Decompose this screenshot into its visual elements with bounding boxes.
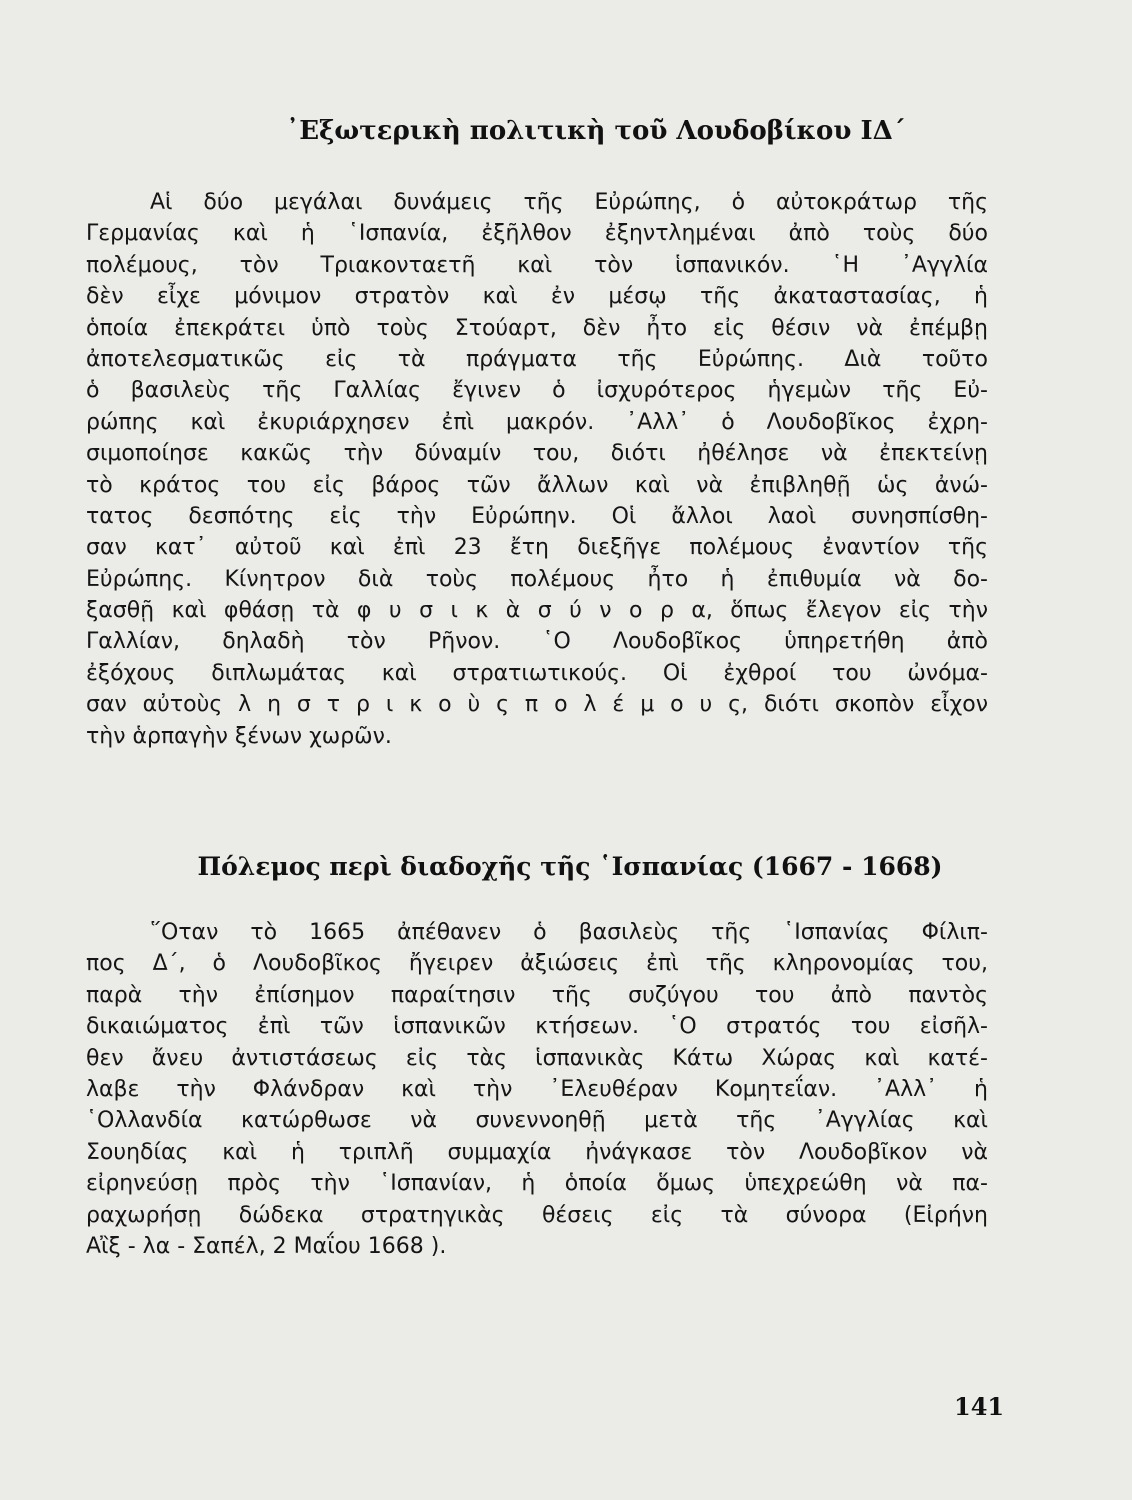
text-line: πολέμους, τὸν Τριακονταετῆ καὶ τὸν ἱσπανικόν. ῾Η ᾿Αγγλία [86, 252, 988, 278]
text-line: τατος δεσπότης εἰς τὴν Εὐρώπην. Οἱ ἄλλοι λαοὶ συνησπίσθη- [86, 503, 988, 529]
text-line: δικαιώματος ἐπὶ τῶν ἱσπανικῶν κτήσεων. ῾Ο στρατός του εἰσῆλ- [86, 1014, 988, 1040]
text-line: τὴν ἁρπαγὴν ξένων χωρῶν. [86, 723, 392, 749]
text-line: Γαλλίαν, δηλαδὴ τὸν Ρῆνον. ῾Ο Λουδοβῖκος ὑπηρετήθη ἀπὸ [86, 629, 988, 655]
paragraph-foreign-policy [86, 187, 988, 752]
text-line: ῾Ολλανδία κατώρθωσε νὰ συνεννοηθῇ μετὰ τῆς ᾿Αγγλίας καὶ [86, 1108, 988, 1134]
text-line: ὁποία ἐπεκράτει ὑπὸ τοὺς Στούαρτ, δὲν ἦτο εἰς θέσιν νὰ ἐπέμβῃ [86, 315, 988, 341]
text-line: Αἱ δύο μεγάλαι δυνάμεις τῆς Εὐρώπης, ὁ αὐτοκράτωρ τῆς [150, 190, 988, 215]
text-line: εἰρηνεύσῃ πρὸς τὴν ῾Ισπανίαν, ἡ ὁποία ὅμως ὑπεχρεώθη νὰ πα- [86, 1171, 988, 1197]
text-line: Αἲξ - λα - Σαπέλ, 2 Μαΐου 1668 ). [86, 1233, 447, 1259]
text-line: ξασθῇ καὶ φθάσῃ τὰ φ υ σ ι κ ὰ σ ύ ν ο ρ α, ὅπως ἔλεγον εἰς τὴν [86, 598, 988, 624]
text-line: σαν αὐτοὺς λ η σ τ ρ ι κ ο ὺ ς π ο λ έ μ ο υ ς, διότι σκοπὸν εἶχον [86, 692, 988, 718]
text-line: τὸ κράτος του εἰς βάρος τῶν ἄλλων καὶ νὰ ἐπιβληθῇ ὡς ἀνώ- [86, 472, 988, 498]
text-line: ἐξόχους διπλωμάτας καὶ στρατιωτικούς. Οἱ ἐχθροί του ὠνόμα- [86, 660, 988, 686]
text-line: ρώπης καὶ ἐκυριάρχησεν ἐπὶ μακρόν. ᾿Αλλ᾿ ὁ Λουδοβῖκος ἐχρη- [86, 409, 988, 435]
text-line: Γερμανίας καὶ ἡ ῾Ισπανία, ἐξῆλθον ἐξηντλημέναι ἀπὸ τοὺς δύο [86, 221, 988, 247]
text-line: σιμοποίησε κακῶς τὴν δύναμίν του, διότι ἠθέλησε νὰ ἐπεκτείνῃ [86, 441, 988, 467]
text-line: πος Δ΄, ὁ Λουδοβῖκος ἤγειρεν ἀξιώσεις ἐπὶ τῆς κληρονομίας του, [86, 951, 988, 977]
text-line: ἀποτελεσματικῶς εἰς τὰ πράγματα τῆς Εὐρώπης. Διὰ τοῦτο [86, 346, 988, 372]
section-heading-foreign-policy: ᾿Εξωτερικὴ πολιτικὴ τοῦ Λουδοβίκου ΙΔ΄ [286, 116, 906, 146]
text-line: παρὰ τὴν ἐπίσημον παραίτησιν τῆς συζύγου του ἀπὸ παντὸς [86, 982, 988, 1008]
text-line: Σουηδίας καὶ ἡ τριπλῆ συμμαχία ἠνάγκασε τὸν Λουδοβῖκον νὰ [86, 1139, 988, 1165]
text-line: δὲν εἶχε μόνιμον στρατὸν καὶ ἐν μέσῳ τῆς ἀκαταστασίας, ἡ [86, 284, 988, 310]
text-line: σαν κατ᾿ αὐτοῦ καὶ ἐπὶ 23 ἔτη διεξῆγε πολέμους ἐναντίον τῆς [86, 535, 988, 561]
text-line: Εὐρώπης. Κίνητρον διὰ τοὺς πολέμους ἦτο ἡ ἐπιθυμία νὰ δο- [86, 566, 988, 592]
page-number: 141 [954, 1392, 1005, 1421]
section-heading-war-of-devolution: Πόλεμος περὶ διαδοχῆς τῆς ῾Ισπανίας (1667 - 1668) [197, 852, 943, 881]
paragraph-war-of-devolution [86, 917, 988, 1262]
text-line: ὁ βασιλεὺς τῆς Γαλλίας ἔγινεν ὁ ἰσχυρότερος ἡγεμὼν τῆς Εὐ- [86, 378, 988, 404]
text-line: ραχωρήσῃ δώδεκα στρατηγικὰς θέσεις εἰς τὰ σύνορα (Εἰρήνη [86, 1202, 988, 1228]
text-line: ῞Οταν τὸ 1665 ἀπέθανεν ὁ βασιλεὺς τῆς ῾Ισπανίας Φίλιπ- [150, 920, 988, 945]
text-line: θεν ἄνευ ἀντιστάσεως εἰς τὰς ἱσπανικὰς Κάτω Χώρας καὶ κατέ- [86, 1045, 988, 1071]
text-line: λαβε τὴν Φλάνδραν καὶ τὴν ᾿Ελευθέραν Κομητεΐαν. ᾿Αλλ᾿ ἡ [86, 1076, 988, 1102]
